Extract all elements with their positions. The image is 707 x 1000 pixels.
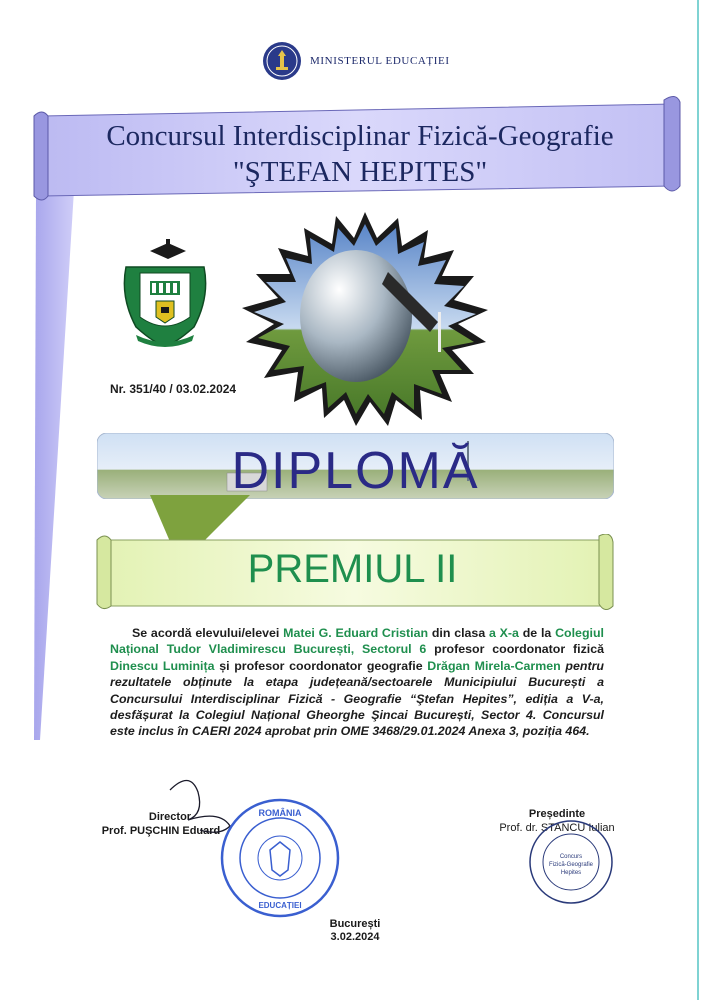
contest-stamp-icon — [527, 818, 615, 906]
class-prefix: din clasa — [431, 626, 486, 640]
place: București — [329, 918, 381, 930]
results-text: pentru rezultatele obținute la etapa județeană/sectoarele Municipiului București a Concursului Interdisciplinar Fizică - Geografie “Ştefan Hepites”, ediția a V-a, desfășurat la Colegiul Național Gheorghe Şincai București, Sector 4. Concursul este inclus în CAERI 2024 aprobat prin OME 3468/29.01.2024 Anexa 3, poziția 464. — [110, 658, 604, 739]
president-role: Președinte — [528, 808, 586, 820]
school-crest-icon — [116, 237, 214, 349]
school-stamp-icon — [218, 796, 342, 920]
diploma-heading: DIPLOMĂ — [231, 442, 480, 500]
svg-text:Hepites: Hepites — [560, 870, 582, 876]
school-prefix: de la — [522, 626, 552, 640]
teacher-geography: Drăgan Mirela-Carmen — [427, 658, 561, 673]
ministry-name: MINISTERUL EDUCAȚIEI — [310, 55, 450, 67]
class-value: a X-a — [489, 626, 519, 640]
date: 3.02.2024 — [330, 931, 380, 943]
teacher-physics: Dinescu Luminița — [110, 658, 215, 673]
president-name: Prof. dr. STANCU Iulian — [499, 822, 615, 834]
contest-title: Concursul Interdisciplinar Fizică-Geografie — [106, 120, 614, 152]
student-name: Matei G. Eduard Cristian — [283, 626, 429, 640]
svg-text:Fizică-Geografie: Fizică-Geografie — [548, 862, 594, 868]
teacher-physics-label: profesor coordonator fizică — [434, 642, 604, 657]
document-number: Nr. 351/40 / 03.02.2024 — [110, 382, 237, 396]
place-date — [300, 918, 410, 944]
director-name: Prof. PUŞCHIN Eduard — [101, 825, 221, 837]
svg-text:ROMÂNIA: ROMÂNIA — [258, 808, 302, 818]
body-intro: Se acordă elevului/elevei — [132, 626, 280, 640]
director-role: Director — [148, 811, 192, 823]
teacher-geography-label: și profesor coordonator geografie — [219, 658, 423, 673]
prize-title: PREMIUL II — [247, 547, 458, 591]
school-name: Colegiul Național Tudor Vladimirescu București, Sectorul 6 — [110, 626, 604, 657]
starburst-photo — [238, 212, 492, 426]
diploma-body — [110, 625, 604, 740]
svg-text:EDUCAȚIEI: EDUCAȚIEI — [258, 901, 302, 910]
contest-name: "ŞTEFAN HEPITES" — [232, 156, 488, 188]
svg-text:Concurs: Concurs — [559, 854, 583, 860]
